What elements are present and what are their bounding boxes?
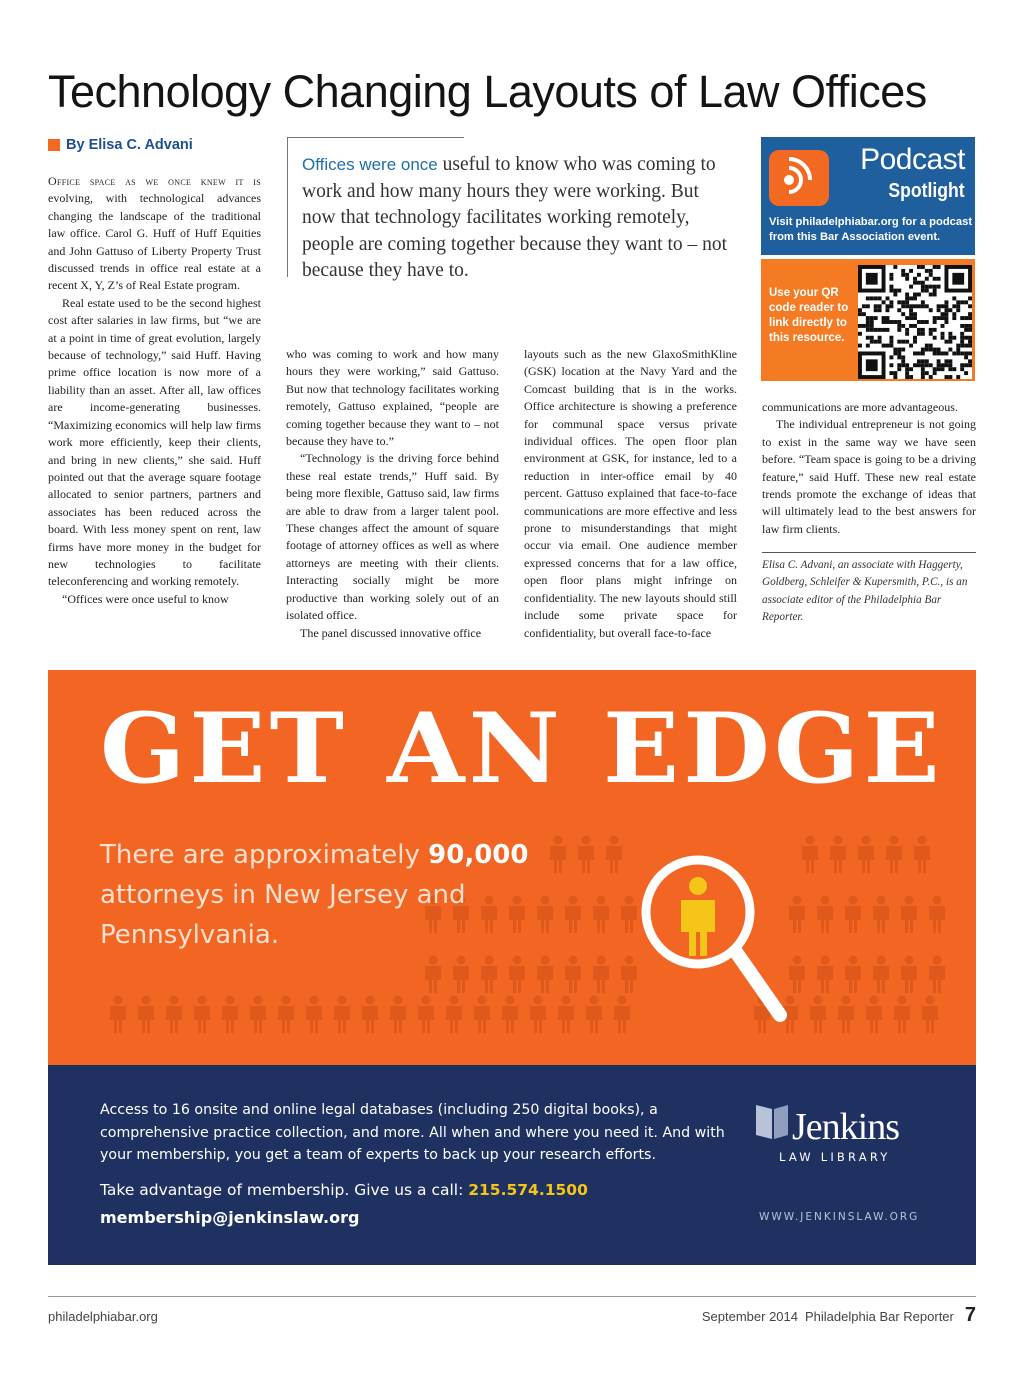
footer-issue-date: September 2014 <box>701 1309 798 1324</box>
paragraph: “Technology is the driving force behind these real estate trends,” Huff said. By being more flexible, Gattuso said, law firms are able to draw from a larger talent pool. These changes affect the amount of square footage of attorney offices as well as where attorneys are meeting with their clients. Interacting socially might be more productive than working solely out of an isolated office. <box>286 451 499 623</box>
ad-claim-number: 90,000 <box>428 840 529 870</box>
pull-quote-lead: Offices were once <box>302 155 438 174</box>
phone-link[interactable]: 215.574.1500 <box>468 1181 588 1199</box>
author-note-divider <box>762 552 976 553</box>
podcast-description: Visit philadelphiabar.org for a podcast from this Bar Association event. <box>769 216 973 243</box>
paragraph: who was coming to work and how many hours they were working,” said Gattuso. But now that technology facilitates working remotely, Gattuso explained, “people are coming together because they want to – not because they have to.” <box>286 347 499 449</box>
footer-divider <box>48 1296 976 1297</box>
email-link[interactable]: membership@jenkinslaw.org <box>100 1208 360 1227</box>
pull-quote <box>287 137 737 281</box>
article-title: Technology Changing Layouts of Law Offices <box>48 66 927 117</box>
paragraph: The panel discussed innovative office <box>300 625 482 640</box>
byline-square-icon <box>48 139 60 151</box>
article-column-1 <box>48 173 261 608</box>
footer-site: philadelphiabar.org <box>48 1309 158 1324</box>
ad-body: Access to 16 onsite and online legal databases (including 250 digital books), a comprehensive practice collection, and more. All when and where you need it. And with your membership, you get a team of experts to back up your research efforts. <box>100 1102 725 1163</box>
paragraph: The individual entrepreneur is not going to exist in the same way we have seen before. “Team space is going to be a driving feature,” said Huff. These new real estate trends promote the exchange of ideas that will ultimately lead to the best answers for law firm clients. <box>762 417 976 536</box>
byline <box>48 137 193 153</box>
magnifier-icon <box>638 850 788 1050</box>
advertisement-bottom[interactable] <box>48 1065 976 1265</box>
paragraph: layouts such as the new GlaxoSmithKline (GSK) location at the Navy Yard and the Comcast building that is in the works. Office architecture is showing a preference for communal space versus private individual offices. The open floor plan environment at GSK, for instance, led to a reduction in inter-office email by 40 percent. Gattuso explained that face-to-face communications are more effective and less prone to misunderstandings that might occur via email. One audience member expressed concerns that for a law office, open floor plans might infringe on confidentiality. The new layouts should still include some private space for confidentiality, but overall face-to-face <box>524 347 737 640</box>
jenkins-logo-icon <box>754 1101 790 1141</box>
article-column-3 <box>524 346 737 642</box>
qr-instructions: Use your QR code reader to link directly to this resource. <box>769 287 849 344</box>
qr-code-box[interactable] <box>761 259 975 381</box>
author-note: Elisa C. Advani, an associate with Haggerty, Goldberg, Schleifer & Kupersmith, P.C., is an associate editor of the Philadelphia Bar Reporter. <box>762 559 968 624</box>
podcast-title: Podcast <box>860 143 965 176</box>
pull-quote-text <box>302 152 737 285</box>
ad-call <box>100 1181 588 1199</box>
paragraph: communications are more advantageous. <box>762 400 958 414</box>
advertisement-top[interactable] <box>48 670 976 1065</box>
paragraph: Real estate used to be the second highest cost after salaries in law firms, but “we are at a point in time of great evolution, largely because of technology,” said Huff. Having prime office location is now more of a liability than an asset. After all, law offices are income-generating businesses. “Maximizing economics will help law firms work more efficiently, keep their clients, and bring in new clients,” she said. Huff pointed out that the average square footage allocated to senior partners, partners and associates has been reduced across the board. With less money spent on rent, law firms have more money in the budget for new technologies to facilitate teleconferencing and working remotely. <box>48 295 261 589</box>
byline-text: By Elisa C. Advani <box>66 137 193 153</box>
pull-quote-rule-gap <box>464 136 754 140</box>
footer-publication: Philadelphia Bar Reporter <box>805 1309 954 1324</box>
website-link[interactable]: WWW.JENKINSLAW.ORG <box>759 1211 920 1223</box>
jenkins-logo-subtitle: LAW LIBRARY <box>779 1150 891 1164</box>
ad-claim-post: attorneys in New Jersey and Pennsylvania. <box>100 880 466 950</box>
ad-headline: GET AN EDGE <box>100 692 944 805</box>
podcast-subtitle: Spotlight <box>888 180 965 202</box>
paragraph: “Offices were once useful to know <box>62 591 229 606</box>
article-column-2 <box>286 346 499 642</box>
lead-smallcaps: Office space as we once knew it is <box>48 174 261 188</box>
qr-code-icon <box>858 265 972 379</box>
podcast-icon <box>767 148 833 208</box>
ad-claim <box>100 835 560 955</box>
article-column-4 <box>762 399 976 538</box>
podcast-spotlight-box[interactable] <box>761 137 975 255</box>
paragraph-text: evolving, with technological advances changing the landscape of the traditional law office. Carol G. Huff of Huff Equities and John Gattuso of Liberty Property Trust discussed trends in office real estate at a recent X, Y, Z’s of Real Estate program. <box>48 191 261 293</box>
pull-quote-rest: useful to know who was coming to work and how many hours they were working. But now that technology facilitates working remotely, people are coming together because they want to – not because they have to. <box>302 154 728 281</box>
ad-claim-pre: There are approximately <box>100 840 429 870</box>
ad-call-text: Take advantage of membership. Give us a call: <box>100 1181 469 1199</box>
page-number: 7 <box>964 1304 976 1326</box>
jenkins-logo-name: Jenkins <box>792 1106 899 1148</box>
footer-issue-info <box>702 1304 976 1327</box>
paragraph <box>48 173 261 295</box>
